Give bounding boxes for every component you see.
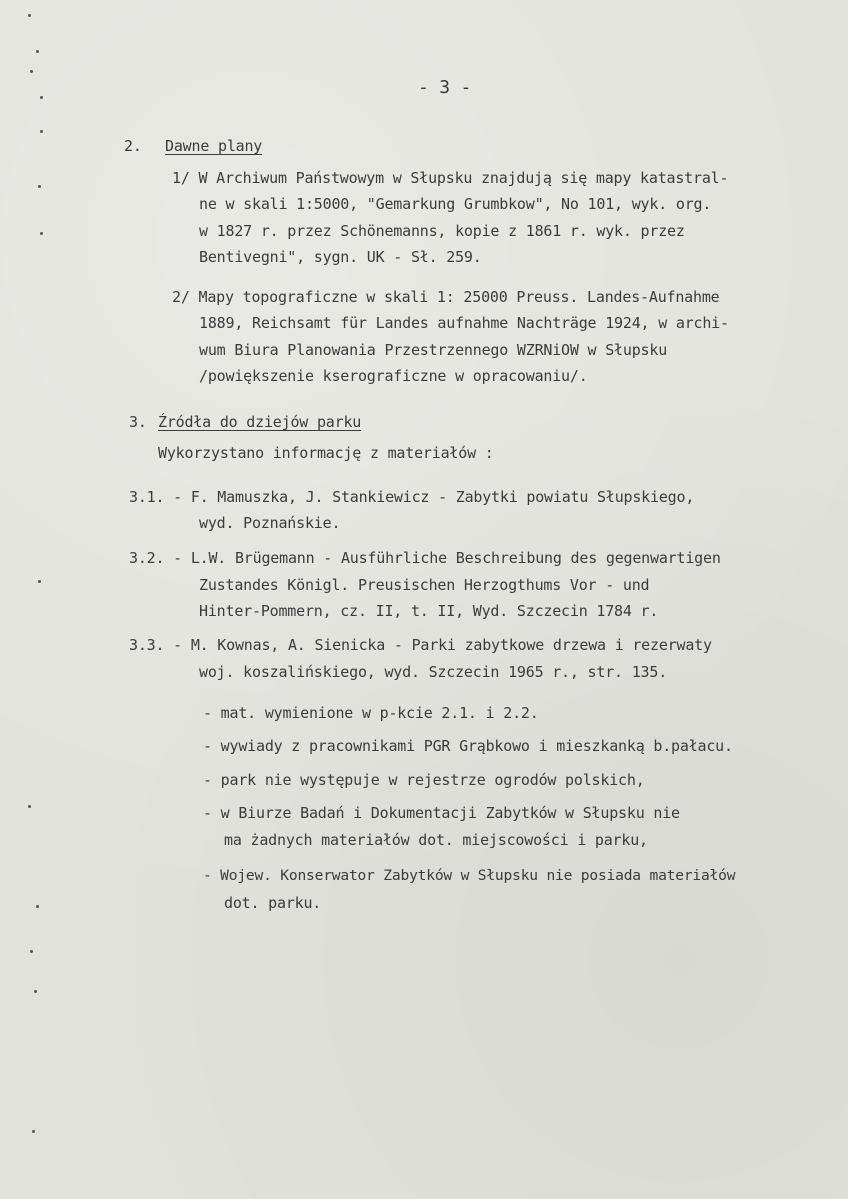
scan-speck (40, 130, 43, 133)
section-2-item-1-line-2: ne w skali 1:5000, "Gemarkung Grumbkow", No 101, wyk. org. (199, 195, 712, 213)
scan-speck (28, 805, 31, 808)
scan-speck (36, 50, 39, 53)
section-2-item-2-line-2: 1889, Reichsamt für Landes aufnahme Nachträge 1924, w archi- (199, 314, 729, 332)
note-bullet-4-line-1: - w Biurze Badań i Dokumentacji Zabytków w Słupsku nie (203, 804, 680, 822)
scan-speck (32, 1130, 35, 1133)
source-3-2-line-1: 3.2. - L.W. Brügemann - Ausführliche Beschreibung des gegenwartigen (129, 549, 721, 567)
note-bullet-5-line-1: - Wojew. Konserwator Zabytków w Słupsku nie posiada materiałów (203, 867, 736, 884)
section-2-item-1-line-3: w 1827 r. przez Schönemanns, kopie z 1861 r. wyk. przez (199, 222, 685, 240)
section-2-number: 2. (124, 137, 142, 155)
section-2-item-1-line-1: 1/ W Archiwum Państwowym w Słupsku znajdują się mapy katastral- (172, 169, 729, 187)
section-3-number: 3. (129, 413, 147, 431)
source-3-2-line-2: Zustandes Königl. Preusischen Herzogthums Vor - und (199, 576, 650, 594)
section-2-title: Dawne plany (165, 137, 263, 155)
section-3-title: Źródła do dziejów parku (158, 413, 362, 431)
source-3-1-line-1: 3.1. - F. Mamuszka, J. Stankiewicz - Zabytki powiatu Słupskiego, (129, 488, 695, 506)
source-3-2-line-3: Hinter-Pommern, cz. II, t. II, Wyd. Szczecin 1784 r. (199, 602, 659, 620)
scan-speck (40, 96, 43, 99)
section-2-item-1-line-4: Bentivegni", sygn. UK - Sł. 259. (199, 248, 482, 266)
section-3-intro: Wykorzystano informację z materiałów : (158, 444, 494, 462)
page-number: - 3 - (418, 77, 472, 98)
scan-speck (30, 70, 33, 73)
scan-speck (38, 580, 41, 583)
source-3-1-line-2: wyd. Poznańskie. (199, 514, 341, 532)
scan-speck (34, 990, 37, 993)
scan-speck (40, 232, 43, 235)
scan-speck (38, 185, 41, 188)
source-3-3-line-1: 3.3. - M. Kownas, A. Sienicka - Parki zabytkowe drzewa i rezerwaty (129, 636, 712, 654)
scan-speck (36, 905, 39, 908)
note-bullet-3: - park nie występuje w rejestrze ogrodów polskich, (203, 771, 645, 789)
section-2-item-2-line-4: /powiększenie kserograficzne w opracowaniu/. (199, 367, 588, 385)
note-bullet-4-line-2: ma żadnych materiałów dot. miejscowości i parku, (224, 831, 648, 849)
source-3-3-line-2: woj. koszalińskiego, wyd. Szczecin 1965 r., str. 135. (199, 663, 668, 681)
section-2-item-2-line-3: wum Biura Planowania Przestrzennego WZRNiOW w Słupsku (199, 341, 668, 359)
section-2-item-2-line-1: 2/ Mapy topograficzne w skali 1: 25000 Preuss. Landes-Aufnahme (172, 288, 720, 306)
note-bullet-2: - wywiady z pracownikami PGR Grąbkowo i mieszkanką b.pałacu. (203, 737, 733, 755)
scan-speck (30, 950, 33, 953)
scan-speck (28, 14, 31, 17)
note-bullet-1: - mat. wymienione w p-kcie 2.1. i 2.2. (203, 704, 539, 722)
note-bullet-5-line-2: dot. parku. (224, 894, 322, 912)
